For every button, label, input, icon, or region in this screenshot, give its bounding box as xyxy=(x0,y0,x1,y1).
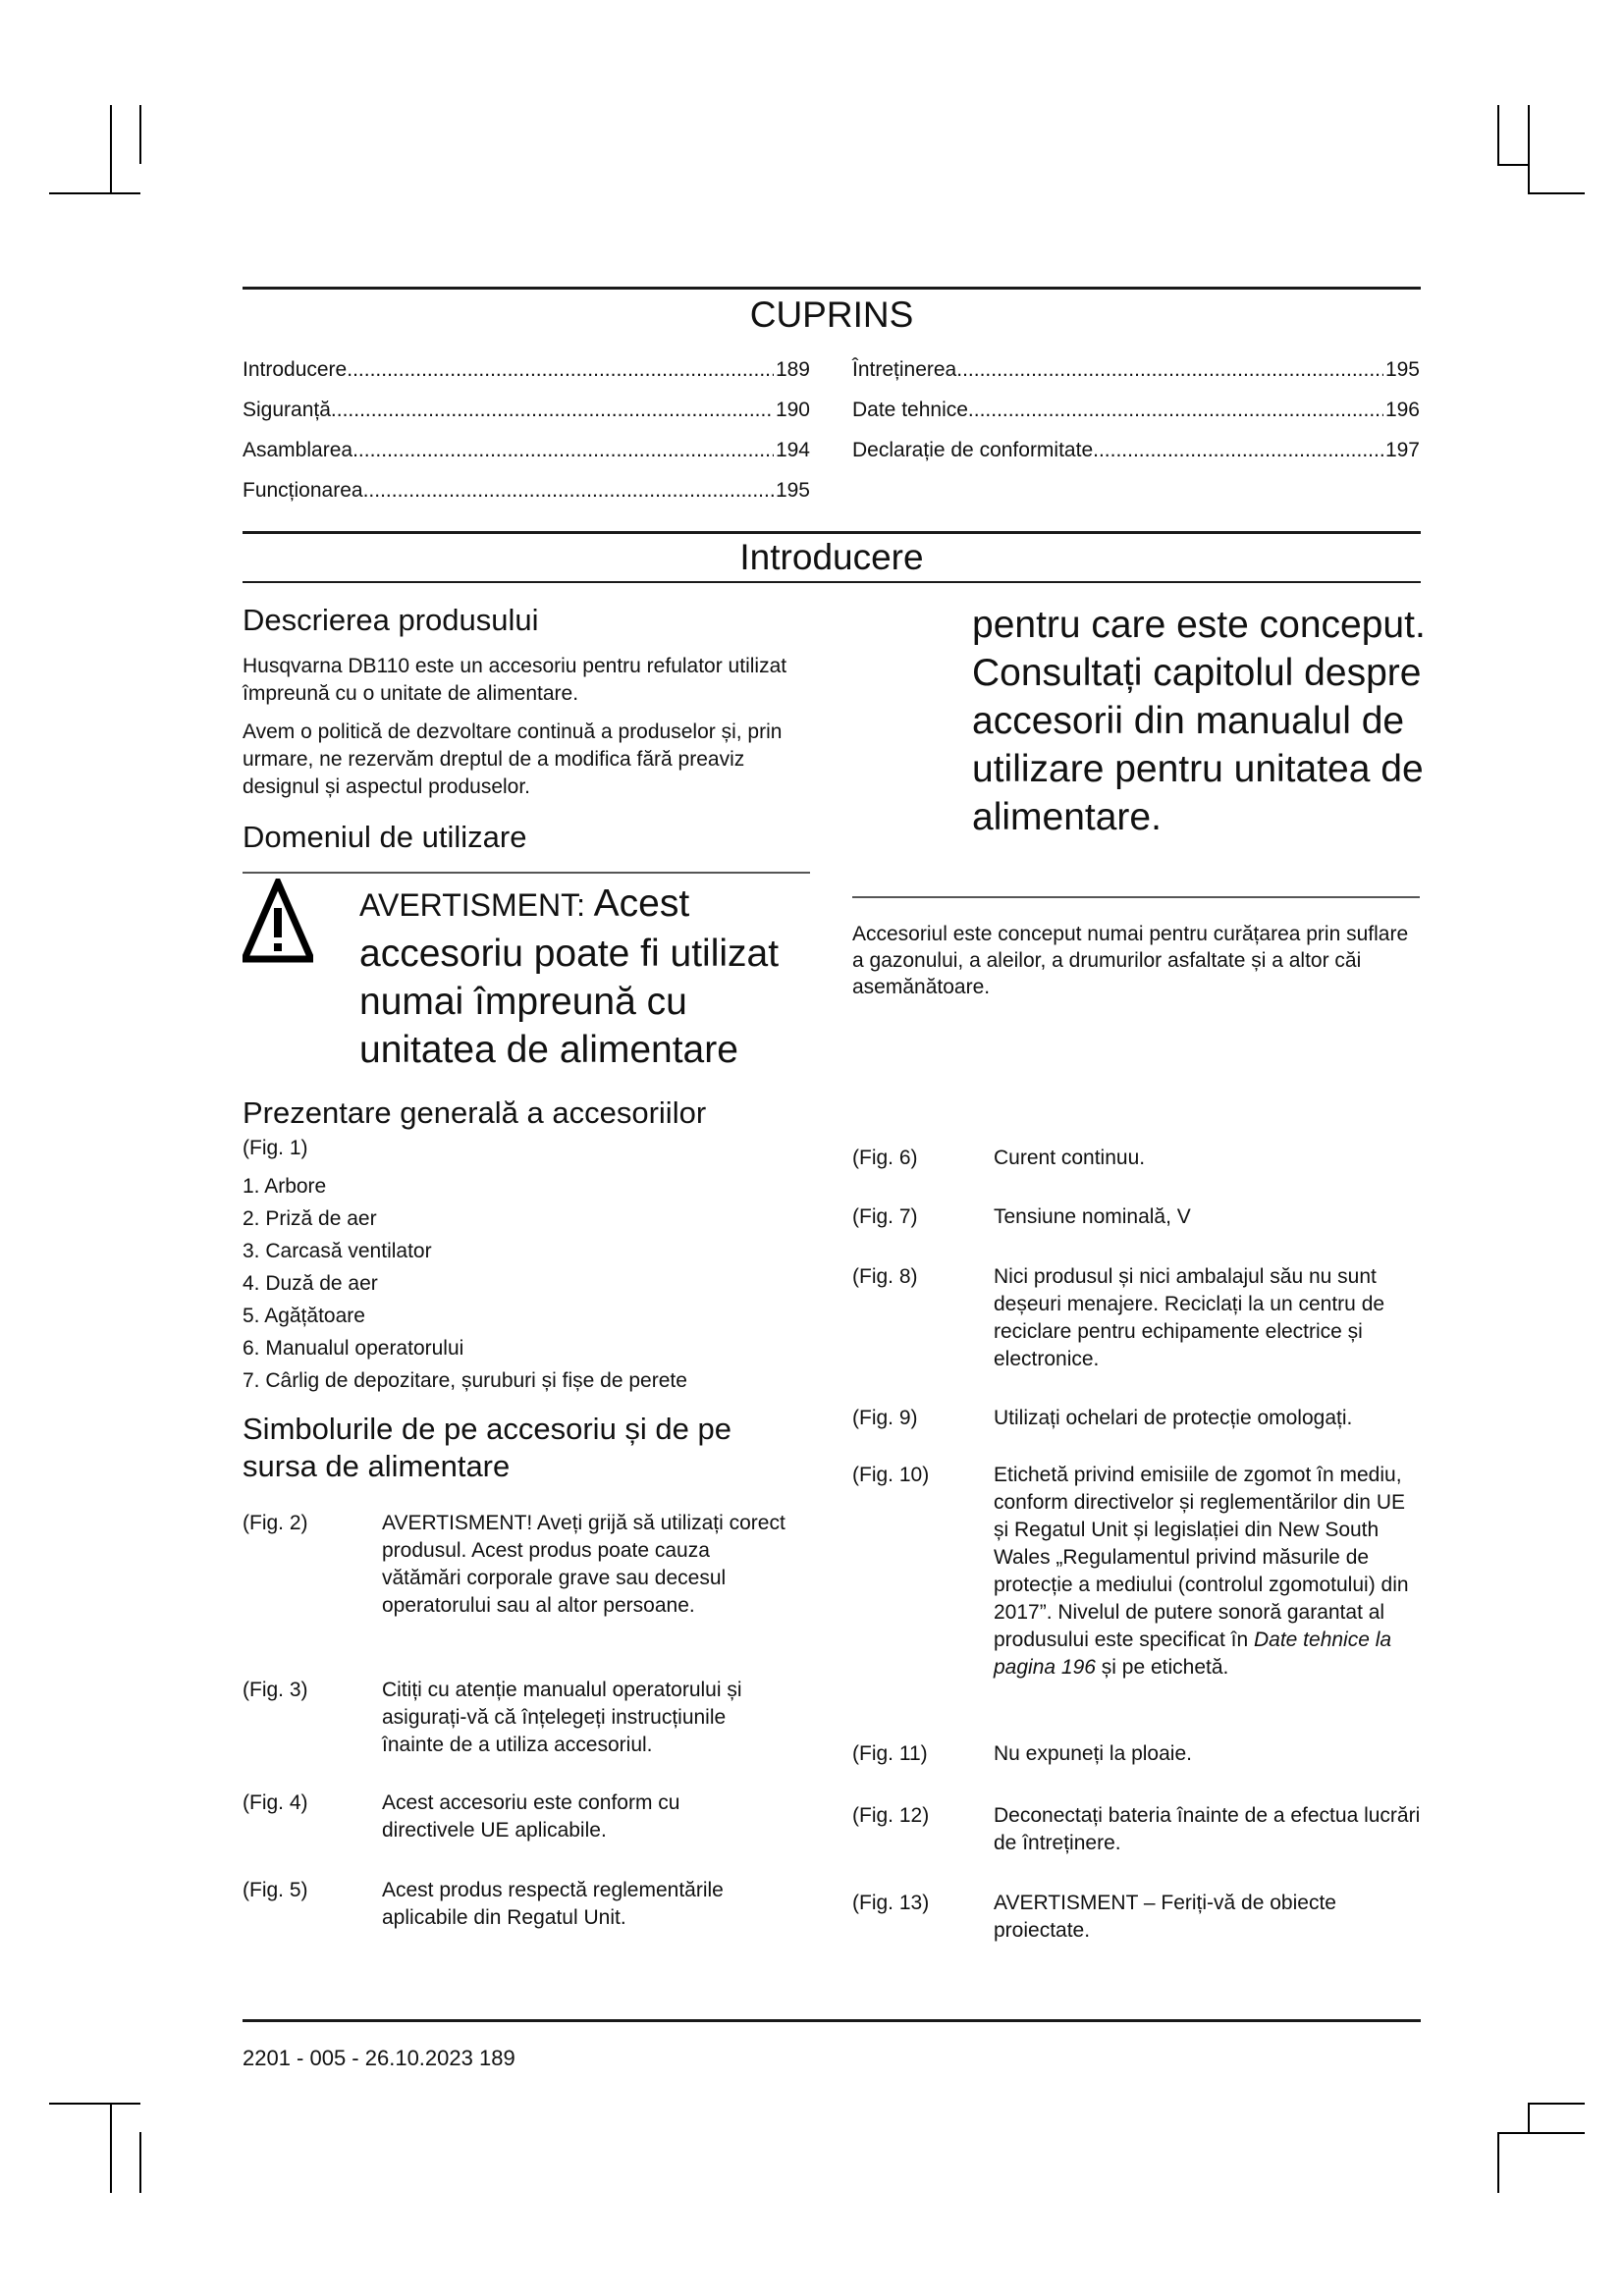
toc-entry-label: Asamblarea xyxy=(243,439,353,461)
symbol-fig-ref: (Fig. 12) xyxy=(852,1804,930,1827)
product-description-heading: Descrierea produsului xyxy=(243,603,539,637)
section-bottom-rule xyxy=(243,581,1421,583)
symbol-description: Nici produsul și nici ambalajul său nu sunt deșeuri menajere. Reciclați la un centru de reciclare pentru echipamente electrice și electronice. xyxy=(994,1265,1385,1370)
symbol-description: Acest accesoriu este conform cu directivele UE aplicabile. xyxy=(382,1791,680,1842)
toc-entry-label: Introducere xyxy=(243,358,348,381)
toc-entry-page: 196 xyxy=(1384,399,1420,421)
usage-description: Accesoriul este conceput numai pentru curățarea prin suflare a gazonului, a aleilor, a drumurilor asfaltate și a altor căi asemănătoare. xyxy=(852,923,1409,998)
toc-entry[interactable] xyxy=(243,398,810,423)
symbol-description: Deconectați bateria înainte de a efectua lucrări de întreținere. xyxy=(994,1804,1421,1854)
toc-entry-page: 190 xyxy=(775,399,810,421)
toc-entry[interactable] xyxy=(243,478,810,504)
usage-rule xyxy=(243,872,810,874)
toc-entry[interactable] xyxy=(852,357,1420,383)
warning-body: Acest accesoriu poate fi utilizat numai împreună cu unitatea de alimentare xyxy=(359,882,780,1071)
symbols-heading xyxy=(243,1411,731,1485)
symbol-fig-ref: (Fig. 7) xyxy=(852,1205,918,1228)
symbol-fig-ref: (Fig. 4) xyxy=(243,1791,308,1814)
toc-entry[interactable] xyxy=(243,438,810,463)
product-description-p1: Husqvarna DB110 este un accesoriu pentru refulator utilizat împreună cu o unitate de alimentare. xyxy=(243,655,787,705)
list-item: 3. Carcasă ventilator xyxy=(243,1240,432,1262)
accessories-overview-heading: Prezentare generală a accesoriilor xyxy=(243,1095,707,1130)
toc-entry-page: 195 xyxy=(775,479,810,502)
toc-entry[interactable] xyxy=(852,438,1420,463)
symbol-description: Acest produs respectă reglementările aplicabile din Regatul Unit. xyxy=(382,1879,724,1929)
accessories-list xyxy=(243,1170,832,1397)
section-title: Introducere xyxy=(739,537,924,577)
warning-label: AVERTISMENT: xyxy=(359,887,585,923)
symbol-fig-ref: (Fig. 8) xyxy=(852,1265,918,1288)
list-item: 1. Arbore xyxy=(243,1175,327,1198)
toc-entry-page: 195 xyxy=(1384,358,1420,381)
symbol-fig-ref: (Fig. 3) xyxy=(243,1679,308,1701)
toc-top-rule xyxy=(243,287,1421,290)
symbols-heading-line2: sursa de alimentare xyxy=(243,1449,511,1483)
symbol-fig-ref: (Fig. 13) xyxy=(852,1892,930,1914)
symbol-fig-ref: (Fig. 10) xyxy=(852,1464,930,1486)
toc-entry-label: Funcționarea xyxy=(243,479,363,502)
symbol-fig-ref: (Fig. 5) xyxy=(243,1879,308,1901)
list-item: 4. Duză de aer xyxy=(243,1272,378,1295)
symbol-description: Tensiune nominală, V xyxy=(994,1205,1191,1228)
toc-entry-label: Declarație de conformitate xyxy=(852,439,1094,461)
section-top-rule xyxy=(243,531,1421,534)
symbol-description: Citiți cu atenție manualul operatorului și asigurați-vă că înțelegeți instrucțiunile înainte de a utiliza accesoriul. xyxy=(382,1679,742,1756)
symbol-fig-ref: (Fig. 2) xyxy=(243,1512,308,1534)
toc-entry[interactable] xyxy=(852,398,1420,423)
symbol-fig-ref: (Fig. 6) xyxy=(852,1147,918,1169)
list-item: 2. Priză de aer xyxy=(243,1207,377,1230)
symbol-description-text: Etichetă privind emisiile de zgomot în mediu, conform directivelor și reglementărilor din UE și Regatul Unit și legislației din New South Wales „Regulamentul privind măsurile de protecție a mediului (controlul zgomotului) din 2017”. Nivelul de putere sonoră garantat al produsului este specificat în xyxy=(994,1464,1409,1651)
cross-reference-link[interactable]: Date tehnice la pagina 196 xyxy=(994,1629,1392,1679)
product-description-p2: Avem o politică de dezvoltare continuă a produselor și, prin urmare, ne rezervăm dreptul de a modifica fără preaviz designul și aspectul produselor. xyxy=(243,721,783,798)
toc-entry-page: 197 xyxy=(1384,439,1420,461)
symbols-heading-line1: Simbolurile de pe accesoriu și de pe xyxy=(243,1412,731,1446)
symbol-description: AVERTISMENT! Aveți grijă să utilizați corect produsul. Acest produs poate cauza vătămări corporale grave sau decesul operatorului sau al altor persoane. xyxy=(382,1512,785,1617)
toc-entry-label: Siguranță xyxy=(243,399,331,421)
footer-rule xyxy=(243,2019,1421,2022)
toc-title: CUPRINS xyxy=(749,294,914,335)
warning-continued: pentru care este conceput. Consultați capitolul despre accesorii din manualul de utilizare pentru unitatea de alimentare. xyxy=(972,604,1426,838)
toc-entry-label: Întreținerea xyxy=(852,358,957,381)
symbol-description: Curent continuu. xyxy=(994,1147,1146,1169)
toc-entry-page: 189 xyxy=(775,358,810,381)
warning-text xyxy=(359,880,811,1074)
symbol-description-tail: și pe etichetă. xyxy=(1095,1656,1229,1679)
toc-entry-page: 194 xyxy=(775,439,810,461)
warning-icon xyxy=(243,879,313,965)
warning-end-rule xyxy=(852,896,1420,898)
symbol-description: AVERTISMENT – Feriți-vă de obiecte proiectate. xyxy=(994,1892,1336,1942)
symbol-description xyxy=(994,1462,1422,1682)
symbol-description: Nu expuneți la ploaie. xyxy=(994,1742,1192,1765)
usage-heading: Domeniul de utilizare xyxy=(243,820,527,854)
overview-fig-ref: (Fig. 1) xyxy=(243,1137,308,1159)
symbol-fig-ref: (Fig. 9) xyxy=(852,1407,918,1429)
list-item: 6. Manualul operatorului xyxy=(243,1337,464,1360)
toc-entry-label: Date tehnice xyxy=(852,399,968,421)
symbol-fig-ref: (Fig. 11) xyxy=(852,1742,928,1765)
symbol-description: Utilizați ochelari de protecție omologați. xyxy=(994,1407,1353,1429)
toc-entry[interactable] xyxy=(243,357,810,383)
list-item: 7. Cârlig de depozitare, șuruburi și fișe de perete xyxy=(243,1369,687,1392)
list-item: 5. Agățătoare xyxy=(243,1305,365,1327)
page-footer: 2201 - 005 - 26.10.2023 189 xyxy=(243,2046,515,2070)
